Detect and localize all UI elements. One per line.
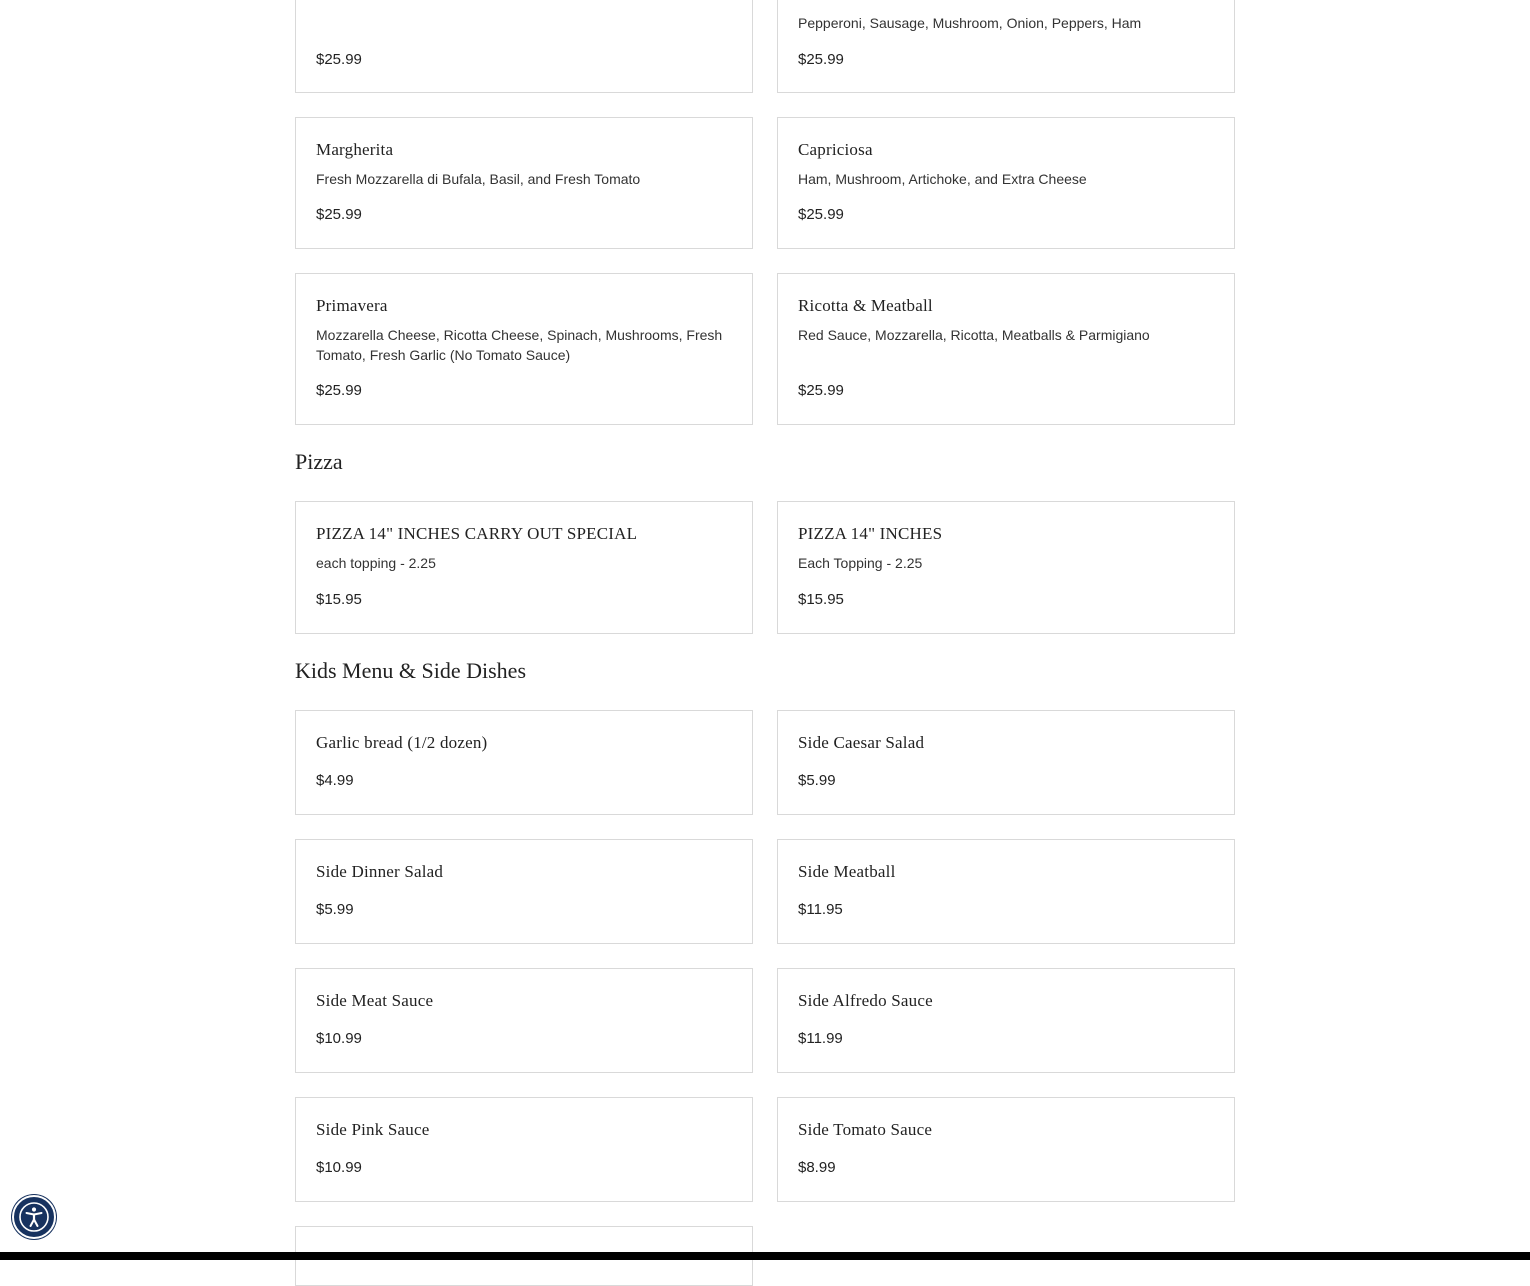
menu-item-price: $15.95 [316,591,362,608]
menu-item-price: $10.99 [316,1030,362,1047]
menu-item-card[interactable] [777,501,1235,634]
section-title-kids-menu: Kids Menu & Side Dishes [295,658,526,683]
bottom-bar [0,1252,1530,1260]
menu-item-price: $11.95 [798,901,843,918]
menu-item-name: Side Caesar Salad [798,733,925,752]
menu-item-name: PIZZA 14" INCHES CARRY OUT SPECIAL [316,524,638,543]
menu-item-card[interactable] [295,0,753,93]
menu-item-card[interactable] [777,0,1235,93]
menu-item-card[interactable] [295,117,753,249]
menu-item-description: Red Sauce, Mozzarella, Ricotta, Meatballs & Parmigiano [798,327,1150,343]
menu-item-name: Margherita [316,140,394,159]
menu-item-card[interactable] [295,273,753,425]
menu-item-name: Capriciosa [798,140,873,159]
menu-item-price: $25.99 [798,382,844,399]
menu-item-name: Garlic bread (1/2 dozen) [316,733,488,752]
menu-item-name: Ricotta & Meatball [798,296,933,315]
menu-item-name: PIZZA 14" INCHES [798,524,943,543]
menu-item-description: Mozzarella Cheese, Ricotta Cheese, Spinach, Mushrooms, Fresh Tomato, Fresh Garlic (No Tomato Sauce) [316,327,723,363]
menu-item-price: $25.99 [316,51,362,68]
menu-item-name: Side Meatball [798,862,896,881]
menu-item-price: $11.99 [798,1030,843,1047]
menu-item-card[interactable] [777,839,1235,944]
menu-item-description: Ham, Mushroom, Artichoke, and Extra Cheese [798,171,1087,187]
menu-item-card[interactable] [777,710,1235,815]
menu-item-card[interactable] [295,839,753,944]
menu-item-name: Side Tomato Sauce [798,1120,933,1139]
menu-item-price: $8.99 [798,1159,836,1176]
menu-item-name: Side Dinner Salad [316,862,444,881]
menu-item-price: $25.99 [798,51,844,68]
menu-item-price: $4.99 [316,772,354,789]
menu-item-description: Each Topping - 2.25 [798,555,923,571]
menu-item-price: $10.99 [316,1159,362,1176]
menu-item-card[interactable] [295,968,753,1073]
menu-item-card[interactable] [777,273,1235,425]
menu-item-description: each topping - 2.25 [316,555,436,571]
menu-item-price: $5.99 [316,901,354,918]
accessibility-icon [17,1200,51,1234]
menu-item-name: Side Meat Sauce [316,991,434,1010]
menu-item-description: Pepperoni, Sausage, Mushroom, Onion, Peppers, Ham [798,15,1142,31]
menu-item-card[interactable] [295,501,753,634]
menu-item-price: $5.99 [798,772,836,789]
menu-item-card[interactable] [777,1097,1235,1202]
menu-item-price: $15.95 [798,591,844,608]
menu-item-name: Side Pink Sauce [316,1120,430,1139]
accessibility-button[interactable] [12,1195,56,1239]
menu-item-card[interactable] [777,968,1235,1073]
menu-item-card[interactable] [295,710,753,815]
menu-item-price: $25.99 [316,382,362,399]
menu-item-description: Fresh Mozzarella di Bufala, Basil, and Fresh Tomato [316,171,641,187]
menu-item-price: $25.99 [798,206,844,223]
menu-item-card[interactable] [777,117,1235,249]
section-title-pizza: Pizza [295,449,343,474]
menu-item-price: $25.99 [316,206,362,223]
menu-item-name: Side Alfredo Sauce [798,991,933,1010]
menu-item-name: Primavera [316,296,388,315]
menu-item-card[interactable] [295,1097,753,1202]
